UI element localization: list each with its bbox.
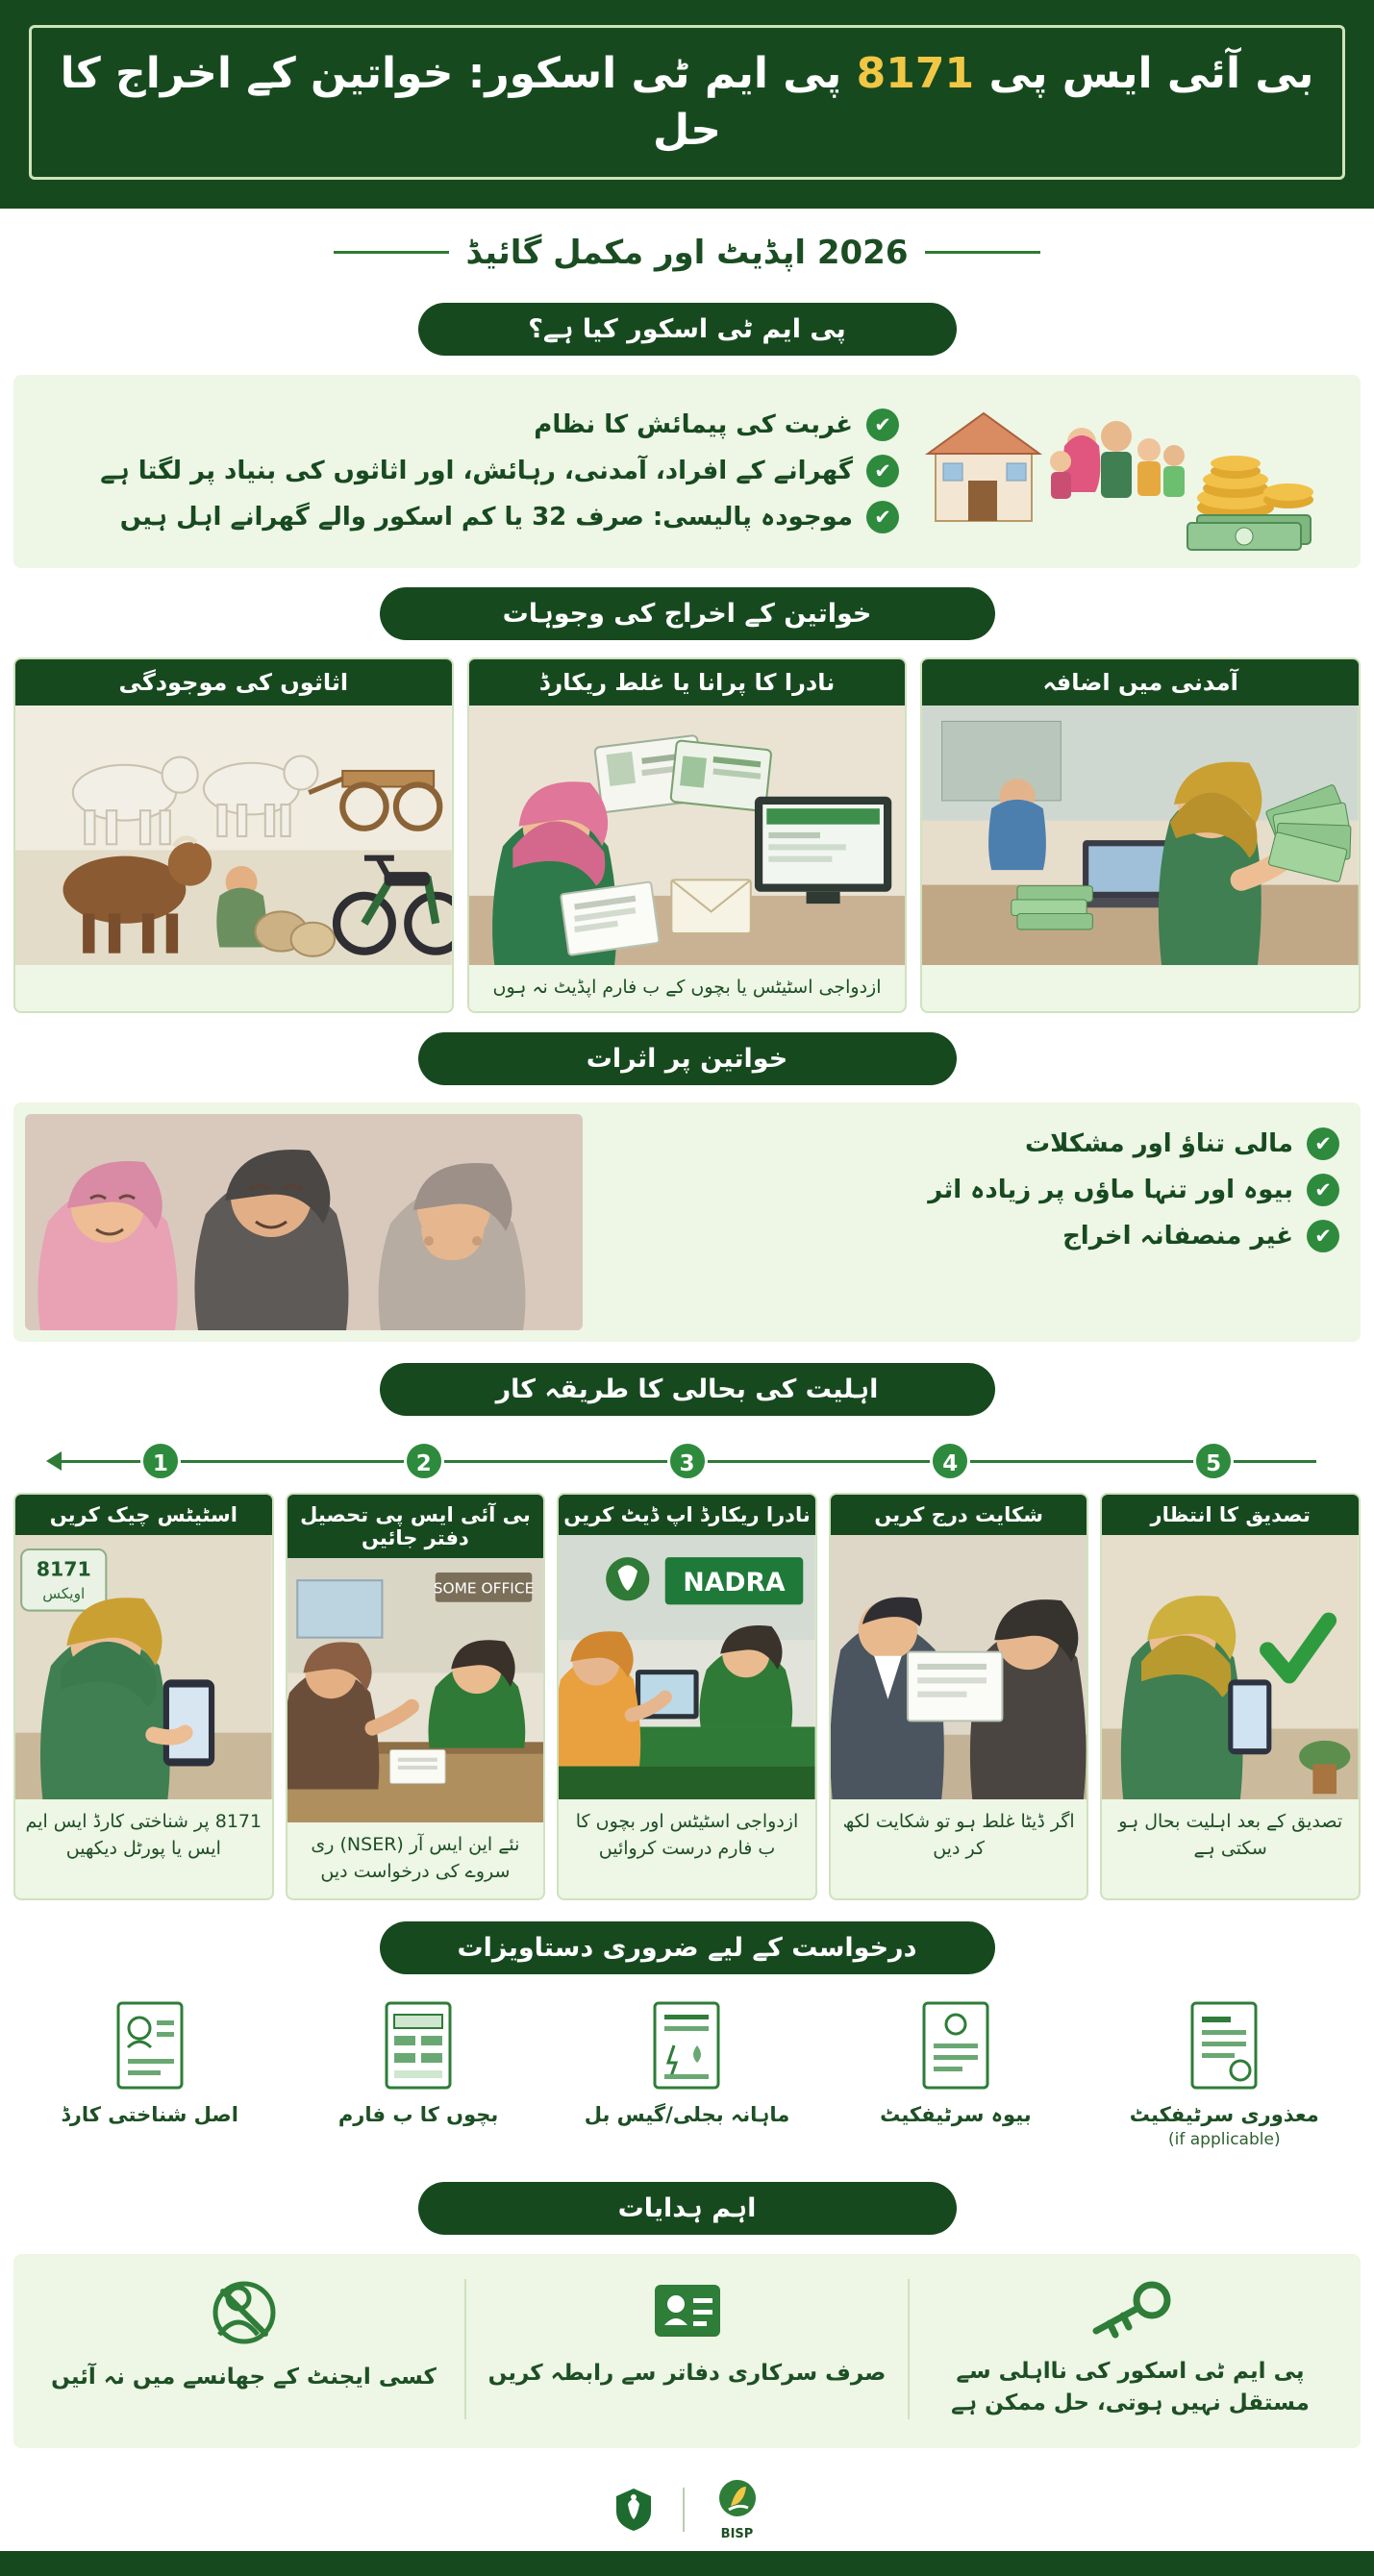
bisp-logo-icon [710,2477,765,2527]
title-part-2: پی ایم ٹی اسکور: خواتین کے اخراج کا حل [60,49,857,156]
nadra-illustration [469,706,906,965]
step-number-row [29,1441,1345,1481]
pmt-illustration [918,392,1341,551]
check-icon: ✔ [1307,1220,1339,1252]
doc-label [338,2101,498,2128]
step1-illustration [15,1535,272,1799]
utility-bill-icon [649,1999,724,2092]
step-number-2: 2 [404,1441,444,1481]
step2-illustration [287,1558,544,1822]
step-number-5: 5 [1193,1441,1234,1481]
step-card-4 [829,1493,1089,1900]
reasons-heading-wrap [0,574,1374,650]
livestock-motorcycle-cart-illustration [15,706,452,965]
svg-text:اویکس: اویکس [42,1585,86,1603]
income-illustration [922,706,1359,965]
doc-label [1130,2101,1319,2150]
step-card-1 [13,1493,274,1900]
step-caption: ازدواجی اسٹیٹس اور بچوں کا ب فارم درست کروائیں [575,1811,799,1859]
effects-heading-wrap [0,1019,1374,1095]
list-item [598,1220,1339,1252]
woman-with-cash-illustration [922,706,1359,965]
doc-label-text: بیوہ سرٹیفکیٹ [880,2103,1032,2127]
effects-illustration [25,1114,583,1330]
footer-bar [0,2551,1374,2576]
card-caption: ازدواجی اسٹیٹس یا بچوں کے ب فارم اپڈیٹ نہ ہوں [492,976,882,998]
reason-card-nadra [467,657,908,1014]
bisp-logo-label: BISP [720,2527,754,2542]
header-frame [29,25,1345,180]
check-icon: ✔ [866,409,899,441]
instruction-text: پی ایم ٹی اسکور کی نااہلی سے مستقل نہیں ہوتی، حل ممکن ہے [951,2358,1310,2416]
step3-illustration [559,1535,815,1799]
reasons-card-row [0,650,1374,1020]
step4-illustration [831,1535,1087,1799]
step-number-4: 4 [930,1441,970,1481]
bisp-tehsil-office-illustration [287,1558,544,1822]
documents-row [0,1984,1374,2167]
svg-text:8171: 8171 [36,1558,91,1582]
three-distressed-women-illustration [25,1114,583,1330]
assets-illustration [15,706,452,965]
section-heading-reasons: خواتین کے اخراج کی وجوہات [380,587,995,640]
step-number-1: 1 [140,1441,181,1481]
no-agent-icon [208,2279,281,2346]
document-seal-icon [918,1999,993,2092]
card-caption [15,965,452,986]
check-icon: ✔ [866,455,899,487]
b-form-icon [381,1999,456,2092]
doc-item-b-form [287,1999,548,2150]
svg-text:SOME OFFICE: SOME OFFICE [433,1579,534,1598]
check-icon: ✔ [1307,1127,1339,1160]
steps-axis [29,1435,1345,1487]
instruction-item-no-agent [23,2279,466,2420]
pmt-heading-wrap [0,289,1374,365]
doc-label-text: ماہانہ بجلی/گیس بل [584,2103,790,2127]
step-number-3: 3 [667,1441,708,1481]
step5-illustration [1102,1535,1359,1799]
doc-item-disability-certificate [1094,1999,1355,2150]
title-highlight-8171: 8171 [856,49,975,98]
list-item [33,455,899,487]
step-title: بی آئی ایس پی تحصیل دفتر جائیں [287,1495,544,1558]
doc-label-text: معذوری سرٹیفکیٹ [1129,2103,1319,2127]
header-banner [0,0,1374,209]
nadra-office-counter-illustration [559,1535,815,1799]
section-heading-steps: اہلیت کی بحالی کا طریقہ کار [380,1363,995,1416]
instruction-item-official-office [466,2279,910,2420]
reason-card-assets [13,657,454,1014]
bullet-text: بیوہ اور تنہا ماؤں پر زیادہ اثر [928,1176,1293,1205]
instructions-row [13,2254,1361,2449]
woman-documents-computer-illustration [469,706,906,965]
doc-item-cnic [19,1999,280,2150]
page-title [57,45,1317,160]
list-item [33,501,899,533]
step-card-3 [557,1493,817,1900]
id-card-icon [651,2279,724,2342]
footer-logos [0,2462,1374,2551]
rule-left [925,251,1040,254]
doc-label [880,2101,1032,2128]
document-certificate-icon [1187,1999,1262,2092]
title-part-1: بی آئی ایس پی [974,49,1314,98]
rule-right [334,251,449,254]
instructions-heading-wrap [0,2168,1374,2244]
steps-heading-wrap [0,1350,1374,1425]
govt-emblem [610,2485,658,2535]
doc-label-sub: (if applicable) [1168,2129,1281,2149]
effects-bullet-list [598,1114,1349,1330]
instruction-text: کسی ایجنٹ کے جھانسے میں نہ آئیں [51,2364,437,2390]
step-caption: نئے این ایس آر (NSER) ری سروے کی درخواست دیں [311,1834,520,1882]
bullet-text: غربت کی پیمائش کا نظام [534,410,853,440]
bullet-text: مالی تناؤ اور مشکلات [1025,1129,1293,1159]
complaint-submission-illustration [831,1535,1087,1799]
docs-heading-wrap [0,1908,1374,1984]
section-heading-instructions: اہم ہدایات [418,2182,957,2235]
footer-divider [683,2488,685,2532]
step-caption: 8171 پر شناختی کارڈ ایس ایم ایس یا پورٹل دیکھیں [25,1811,262,1859]
check-icon: ✔ [1307,1174,1339,1206]
step-caption: اگر ڈیٹا غلط ہو تو شکایت لکھ کر دیں [842,1811,1075,1859]
subtitle: 2026 اپڈیٹ اور مکمل گائیڈ [465,233,909,272]
card-caption [922,965,1359,986]
instruction-item-key [910,2279,1351,2420]
government-crest-icon [610,2485,658,2535]
list-item [33,409,899,441]
doc-label [61,2101,237,2128]
section-heading-documents: درخواست کے لیے ضروری دستاویزات [380,1921,995,1974]
steps-row [0,1487,1374,1908]
card-title: اثاثوں کی موجودگی [15,659,452,706]
id-card-icon [112,1999,187,2092]
doc-label [585,2101,790,2128]
bisp-logo [710,2477,765,2541]
key-icon [1087,2279,1175,2341]
card-title: نادرا کا پرانا یا غلط ریکارڈ [469,659,906,706]
subtitle-row [0,209,1374,289]
doc-item-widow-certificate [825,1999,1086,2150]
woman-checking-status-phone-illustration [15,1535,272,1799]
section-heading-pmt: پی ایم ٹی اسکور کیا ہے؟ [418,303,957,356]
check-icon: ✔ [866,501,899,533]
list-item [598,1174,1339,1206]
family-house-money-illustration [918,392,1341,551]
bullet-text: موجودہ پالیسی: صرف 32 یا کم اسکور والے گھرانے اہل ہیں [119,503,853,533]
step-title: نادرا ریکارڈ اپ ڈیٹ کریں [559,1495,815,1535]
effects-block [13,1102,1361,1342]
bullet-text: غیر منصفانہ اخراج [1062,1222,1293,1251]
step-card-2 [286,1493,546,1900]
pmt-bullet-list [33,395,899,547]
doc-label-text: اصل شناختی کارڈ [61,2103,238,2127]
list-item [598,1127,1339,1160]
woman-phone-approved-illustration [1102,1535,1359,1799]
pmt-block [13,375,1361,568]
doc-label-text: بچوں کا ب فارم [337,2103,499,2127]
instruction-text: صرف سرکاری دفاتر سے رابطہ کریں [487,2360,887,2386]
step-title: اسٹیٹس چیک کریں [15,1495,272,1535]
reason-card-income [920,657,1361,1014]
bullet-text: گھرانے کے افراد، آمدنی، رہائش، اور اثاثوں کی بنیاد پر لگتا ہے [100,457,853,486]
step-title: شکایت درج کریں [831,1495,1087,1535]
section-heading-effects: خواتین پر اثرات [418,1032,957,1085]
doc-item-utility-bill [557,1999,817,2150]
step-title: تصدیق کا انتظار [1102,1495,1359,1535]
card-title: آمدنی میں اضافہ [922,659,1359,706]
step-card-5 [1100,1493,1361,1900]
step-caption: تصدیق کے بعد اہلیت بحال ہو سکتی ہے [1118,1811,1343,1859]
svg-text:NADRA: NADRA [683,1568,786,1598]
